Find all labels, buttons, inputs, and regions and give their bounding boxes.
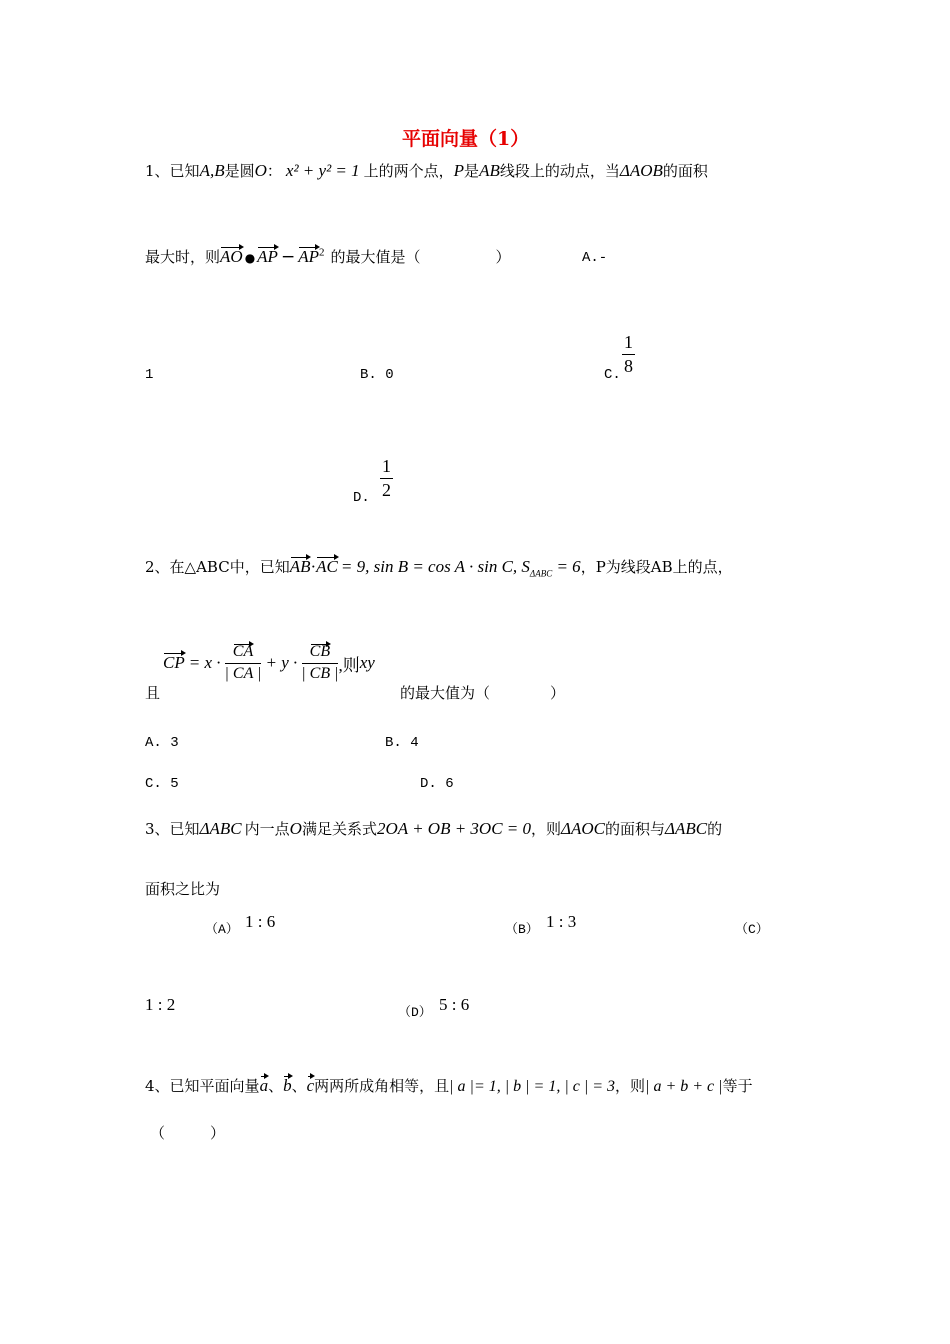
vector-ac: AC bbox=[316, 557, 338, 576]
q2-math-text: = 6 bbox=[552, 557, 581, 576]
q2-option-b: B. 4 bbox=[385, 735, 419, 751]
vector-a: a bbox=[259, 1076, 269, 1095]
q4-text: 两两所成角相等，且 bbox=[314, 1077, 450, 1095]
q1-text: 是 bbox=[464, 162, 480, 180]
fraction-bar bbox=[622, 354, 635, 355]
q1-option-a-label: A.- bbox=[582, 250, 608, 266]
vector-ao: AO bbox=[220, 247, 243, 266]
fraction-bar bbox=[302, 663, 338, 664]
fraction-denominator: 8 bbox=[624, 355, 633, 376]
fraction-bar bbox=[380, 478, 393, 479]
q3-math-equation: 2OA + OB + 3OC = 0 bbox=[376, 819, 532, 838]
question-1-line-1 bbox=[145, 160, 708, 181]
q3-text: ，则 bbox=[531, 820, 562, 838]
vector-ab: AB bbox=[289, 557, 311, 576]
q1-text: 已知 bbox=[169, 162, 200, 180]
q1-option-d-label: D. bbox=[353, 490, 370, 506]
vector-ca-magnitude: | CA | bbox=[224, 664, 262, 682]
question-2-line-1 bbox=[145, 556, 733, 578]
question-3-line-1 bbox=[145, 818, 722, 839]
q3-option-a-value: 1 : 6 bbox=[245, 912, 276, 931]
q2-number: 2、 bbox=[145, 558, 170, 576]
q2-equation bbox=[163, 644, 375, 683]
q3-math-point: O bbox=[289, 819, 302, 838]
q2-text: 在△ABC中，已知 bbox=[169, 558, 290, 576]
q2-option-d: D. 6 bbox=[420, 776, 454, 792]
q2-math-text: = 9, sin B = cos A · sin C, S bbox=[340, 557, 530, 576]
fraction-numerator: 1 bbox=[624, 332, 633, 352]
minus-operator: − bbox=[280, 247, 296, 267]
q3-text: 已知 bbox=[169, 820, 200, 838]
vector-c: c bbox=[306, 1076, 315, 1095]
q1-option-a-value: 1 bbox=[145, 367, 154, 383]
q4-text: ，则 bbox=[615, 1077, 646, 1095]
q4-math-moduli: | a |= 1, | b | = 1, | c | = 3 bbox=[449, 1078, 616, 1095]
q3-math-triangle: ΔABC bbox=[199, 819, 242, 838]
question-1-line-2 bbox=[145, 246, 511, 267]
q1-text: 最大时，则 bbox=[145, 248, 221, 266]
q3-number: 3、 bbox=[145, 820, 170, 838]
q3-option-c-label: （C） bbox=[735, 922, 769, 937]
q3-option-c-value: 1 : 2 bbox=[145, 995, 176, 1014]
q2-option-c: C. 5 bbox=[145, 776, 179, 792]
q1-text: 上的两个点， bbox=[363, 162, 454, 180]
q1-math-points: A,B bbox=[199, 161, 225, 180]
q1-math-equation: x² + y² = 1 bbox=[285, 161, 360, 180]
q1-math-triangle: ΔAOB bbox=[619, 161, 663, 180]
vector-b: b bbox=[283, 1076, 292, 1095]
q3-math-triangle: ΔAOC bbox=[561, 819, 606, 838]
q1-text: 的面积 bbox=[662, 162, 708, 180]
q1-number: 1、 bbox=[145, 162, 170, 180]
fraction-denominator: 2 bbox=[382, 479, 391, 500]
dot-operator: ● bbox=[244, 251, 256, 265]
exponent: 2 bbox=[318, 246, 325, 259]
q3-option-a-label: （A） bbox=[205, 922, 239, 937]
q4-text: 已知平面向量 bbox=[169, 1077, 260, 1095]
vector-cb-magnitude: | CB | bbox=[301, 664, 339, 682]
q3-text: 满足关系式 bbox=[301, 820, 377, 838]
q4-math-sum: | a + b + c | bbox=[645, 1078, 723, 1095]
fraction-bar bbox=[225, 663, 261, 664]
q2-math-condition bbox=[289, 557, 581, 579]
q3-text: 内一点 bbox=[244, 820, 290, 838]
vector-ap: AP bbox=[257, 247, 278, 266]
q2-option-a: A. 3 bbox=[145, 735, 179, 751]
q1-math-circle: O bbox=[254, 161, 267, 180]
q1-option-b: B. 0 bbox=[360, 367, 394, 383]
q3-text: 的面积与 bbox=[605, 820, 666, 838]
q1-text: 是圆 bbox=[224, 162, 255, 180]
q3-option-b-label: （B） bbox=[505, 922, 539, 937]
q3-line-2: 面积之比为 bbox=[145, 880, 221, 898]
q1-text: 的最大值是（ ） bbox=[330, 248, 511, 266]
vector-ap: AP bbox=[298, 247, 319, 266]
q2-math-xy: xy bbox=[359, 653, 375, 673]
q2-qie: 且 bbox=[145, 684, 161, 702]
q4-text: 等于 bbox=[722, 1077, 753, 1095]
q2-math-text: = x · bbox=[188, 653, 221, 673]
q3-option-b-value: 1 : 3 bbox=[546, 912, 577, 931]
q4-number: 4、 bbox=[145, 1077, 170, 1095]
q1-math-point: P bbox=[453, 161, 465, 180]
q2-math-cp bbox=[163, 644, 375, 683]
q3-option-d-value: 5 : 6 bbox=[439, 995, 470, 1014]
q2-question-tail: 的最大值为（ ） bbox=[400, 684, 566, 702]
q2-text: ，P为线段AB上的点， bbox=[580, 558, 733, 576]
vector-cb: CB bbox=[309, 643, 331, 660]
q1-option-c-label: C. bbox=[604, 367, 621, 383]
question-4-line-1 bbox=[145, 1075, 753, 1096]
q1-math-segment: AB bbox=[479, 161, 500, 180]
page-title: 平面向量（1） bbox=[402, 128, 530, 150]
q3-option-d-label: （D） bbox=[398, 1005, 432, 1020]
q2-math-text: ,则 bbox=[338, 655, 360, 675]
fraction-numerator: 1 bbox=[382, 456, 391, 476]
q1-text: 线段上的动点，当 bbox=[499, 162, 620, 180]
q1-option-c-fraction bbox=[622, 333, 635, 376]
q2-math-text: + y · bbox=[265, 653, 298, 673]
q3-math-triangle: ΔABC bbox=[665, 819, 708, 838]
q3-text: 的 bbox=[707, 820, 723, 838]
q1-text: ： bbox=[266, 162, 282, 180]
q4-separator: 、 bbox=[291, 1077, 307, 1095]
q4-separator: 、 bbox=[268, 1077, 284, 1095]
unit-vector-cb bbox=[301, 644, 338, 683]
q1-option-d-fraction bbox=[380, 457, 393, 500]
vector-cp: CP bbox=[163, 653, 185, 673]
subscript: ΔABC bbox=[529, 568, 553, 579]
vector-ca: CA bbox=[232, 643, 254, 660]
dot-operator: · bbox=[310, 557, 317, 576]
q4-answer-paren: （ ） bbox=[150, 1124, 226, 1142]
q1-expression bbox=[220, 247, 324, 266]
unit-vector-ca bbox=[225, 644, 262, 683]
